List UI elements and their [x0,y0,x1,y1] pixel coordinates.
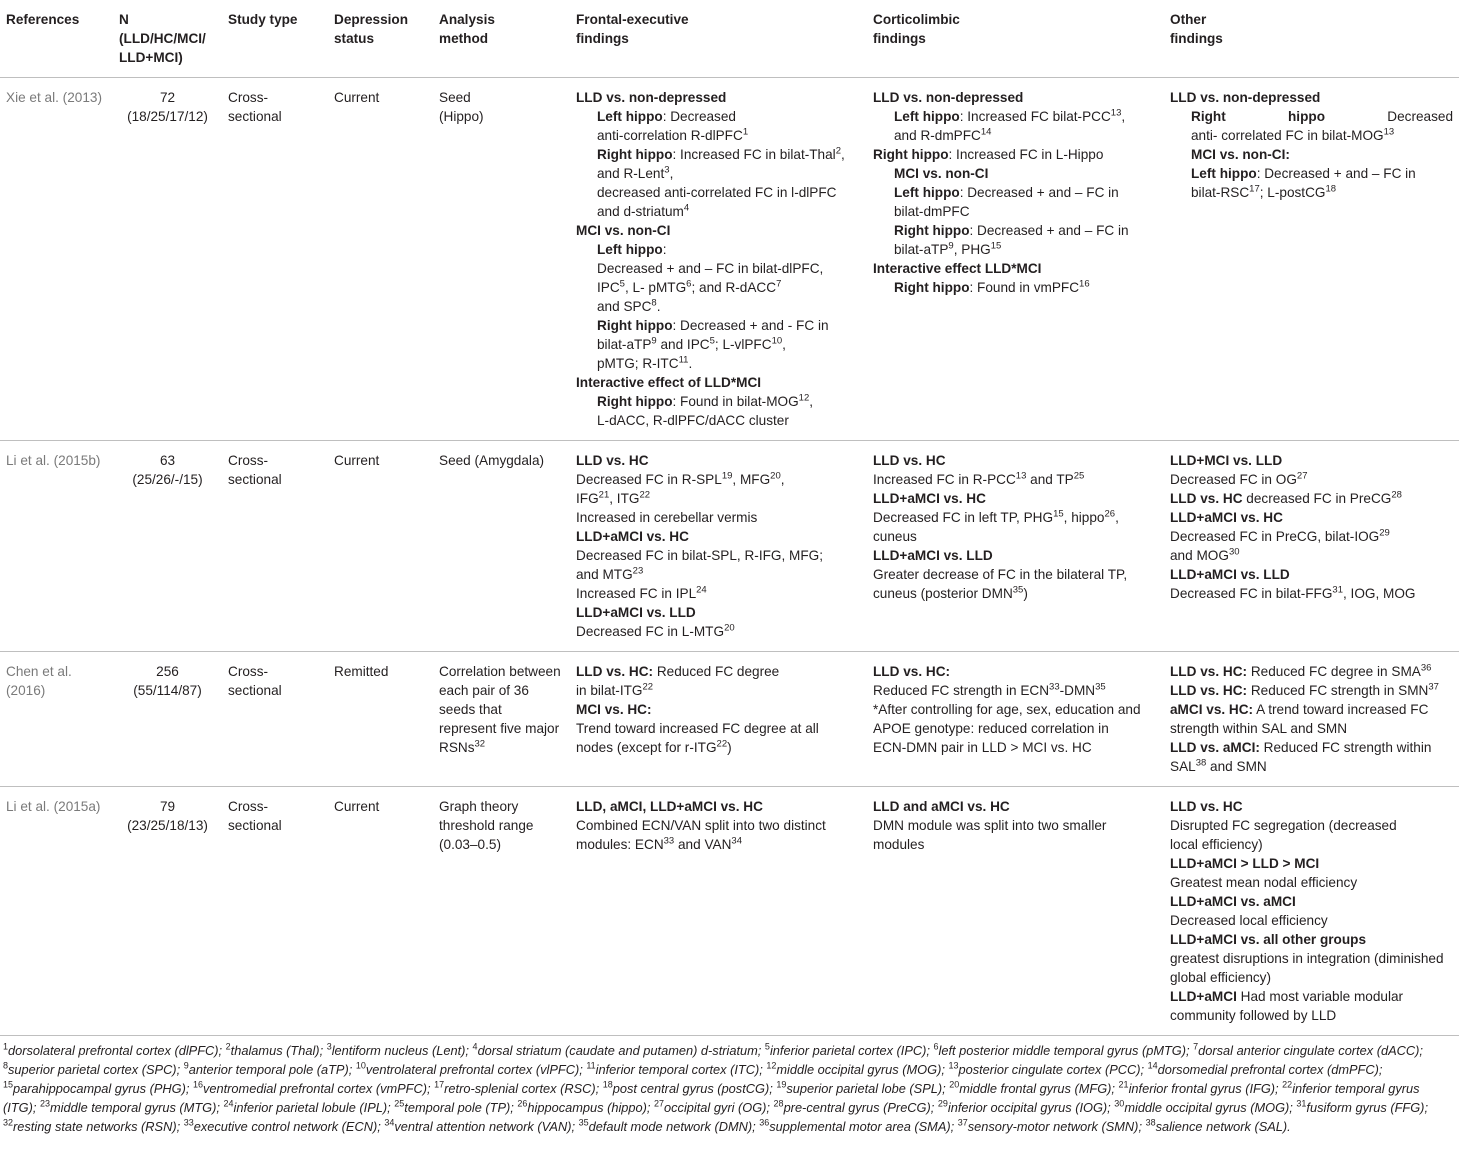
footnote-number: 34 [384,1117,395,1128]
n-cell: 72 (18/25/17/12) [113,78,222,441]
footnote-number: 15 [3,1079,14,1090]
footnote-text: supplemental motor area (SMA); [769,1119,958,1134]
footnote-number: 16 [192,1079,203,1090]
footnote-text: default mode network (DMN); [588,1119,760,1134]
footnote-number: 5 [764,1041,770,1052]
footnote-text: left posterior middle temporal gyrus (pMTG); [938,1043,1194,1058]
footnote-text: hippocampus (hippo); [527,1100,655,1115]
footnote-number: 8 [3,1060,9,1071]
footnote-number: 6 [933,1041,939,1052]
analysis-method-cell: Seed (Amygdala) [433,441,570,652]
footnote-text: thalamus (Thal); [230,1043,327,1058]
footnote-number: 21 [1118,1079,1129,1090]
footnote-text: inferior parietal lobule (IPL); [233,1100,395,1115]
n-cell: 63 (25/26/-/15) [113,441,222,652]
footnote-text: dorsal anterior cingulate cortex (dACC); [1198,1043,1423,1058]
footnote-text: inferior parietal cortex (IPC); [769,1043,934,1058]
footnote-text: parahippocampal gyrus (PHG); [13,1081,193,1096]
reference-cell: Chen et al. (2016) [0,652,113,787]
frontal-findings-cell: LLD, aMCI, LLD+aMCI vs. HC Combined ECN/VAN split into two distinct modules: ECN$^{33}$ and VAN$^{34}$ [570,787,867,1036]
footnote-text: resting state networks (RSN); [13,1119,184,1134]
footnote-text: inferior frontal gyrus (IFG); [1128,1081,1283,1096]
corticolimbic-findings-cell: LLD vs. HC: Reduced FC strength in ECN$^{33}$-DMN$^{35}$ *After controlling for age, sex, education and APOE genotype: reduced correlation in ECN-DMN pair in LLD > MCI vs. HC [867,652,1164,787]
table-row [0,78,1459,441]
footnote-text: superior parietal cortex (SPC); [8,1062,184,1077]
footnote-number: 12 [766,1060,777,1071]
footnote-number: 4 [472,1041,478,1052]
n-cell: 256 (55/114/87) [113,652,222,787]
footnote-number: 33 [183,1117,194,1128]
reference-cell: Li et al. (2015b) [0,441,113,652]
footnote-text: occipital gyri (OG); [664,1100,774,1115]
footnote-text: inferior occipital gyrus (IOG); [947,1100,1115,1115]
study-type-cell: Cross- sectional [222,441,328,652]
reference-cell: Li et al. (2015a) [0,787,113,1036]
frontal-findings-cell: LLD vs. HC Decreased FC in R-SPL$^{19}$, MFG$^{20}$, IFG$^{21}$, ITG$^{22}$ Increased in cerebellar vermis LLD+aMCI vs. HC Decreased FC in bilat-SPL, R-IFG, MFG; and MTG$^{23}$ Increased FC in IPL$^{24}$ LLD+aMCI vs. LLD Decreased FC in L-MTG$^{20}$ [570,441,867,652]
footnote-number: 29 [937,1098,948,1109]
header-references: References [0,0,113,78]
analysis-method-cell: Seed (Hippo) [433,78,570,441]
analysis-method-cell: Graph theory threshold range (0.03–0.5) [433,787,570,1036]
footnote-text: superior parietal lobe (SPL); [786,1081,950,1096]
footnote-number: 24 [223,1098,234,1109]
footnote-number: 18 [602,1079,613,1090]
footnote-number: 13 [948,1060,959,1071]
footnote-number: 26 [517,1098,528,1109]
header-corticolimbic-findings: Corticolimbic findings [867,0,1164,78]
footnote-number: 22 [1282,1079,1293,1090]
footnote-text: salience network (SAL). [1155,1119,1291,1134]
footnote-text: posterior cingulate cortex (PCC); [958,1062,1148,1077]
footnote-number: 11 [586,1060,596,1071]
reference-cell: Xie et al. (2013) [0,78,113,441]
footnote-number: 20 [949,1079,960,1090]
footnote-text: temporal pole (TP); [404,1100,518,1115]
footnotes [3,1041,1455,1136]
footnote-text: post central gyrus (postCG); [612,1081,777,1096]
footnote-number: 25 [394,1098,405,1109]
footnote-text: fusiform gyrus (FFG); [1306,1100,1428,1115]
header-other-findings: Other findings [1164,0,1459,78]
depression-status-cell: Current [328,787,433,1036]
analysis-method-cell: Correlation between each pair of 36 seeds that represent five major RSNs$^{32}$ [433,652,570,787]
footnote-number: 2 [225,1041,231,1052]
depression-status-cell: Remitted [328,652,433,787]
footnote-text: dorsal striatum (caudate and putamen) d-striatum; [477,1043,765,1058]
footnote-number: 28 [773,1098,784,1109]
footnote-text: anterior temporal pole (aTP); [188,1062,356,1077]
footnote-number: 9 [183,1060,189,1071]
footnote-number: 14 [1147,1060,1158,1071]
study-type-cell: Cross- sectional [222,787,328,1036]
depression-status-cell: Current [328,78,433,441]
footnote-text: dorsomedial prefrontal cortex (dmPFC); [1157,1062,1383,1077]
frontal-findings-cell: LLD vs. HC: Reduced FC degree in bilat-ITG$^{22}$ MCI vs. HC: Trend toward increased FC degree at all nodes (except for r-ITG$^{22}$) [570,652,867,787]
table-row [0,441,1459,652]
table-row [0,787,1459,1036]
corticolimbic-findings-cell: LLD and aMCI vs. HC DMN module was split into two smaller modules [867,787,1164,1036]
corticolimbic-findings-cell: LLD vs. non-depressed Left hippo: Increased FC bilat-PCC$^{13}$, and R-dmPFC$^{14}$ Right hippo: Increased FC in L-Hippo MCI vs. non-CI Left hippo: Decreased + and – FC in bilat-dmPFC Right hippo: Decreased + and – FC in bilat-aTP$^9$, PHG$^{15}$ Interactive effect LLD*MCI Right hippo: Found in vmPFC$^{16}$ [867,78,1164,441]
footnote-text: dorsolateral prefrontal cortex (dlPFC); [8,1043,226,1058]
footnote-text: ventral attention network (VAN); [394,1119,579,1134]
other-findings-cell: LLD vs. non-depressed Right hippo Decreased anti- correlated FC in bilat-MOG$^{13}$ MCI vs. non-CI: Left hippo: Decreased + and – FC in bilat-RSC$^{17}$; L-postCG$^{18}$ [1164,78,1459,441]
footnote-text: ventrolateral prefrontal cortex (vlPFC); [365,1062,587,1077]
footnote-number: 37 [957,1117,968,1128]
footnote-text: inferior temporal gyrus (ITG); [3,1081,1420,1115]
footnote-text: middle temporal gyrus (MTG); [49,1100,224,1115]
footnote-text: middle frontal gyrus (MFG); [959,1081,1119,1096]
study-type-cell: Cross- sectional [222,652,328,787]
footnote-text: sensory-motor network (SMN); [967,1119,1146,1134]
footnote-text: ventromedial prefrontal cortex (vmPFC); [202,1081,435,1096]
footnote-number: 3 [326,1041,332,1052]
footnote-number: 31 [1296,1098,1307,1109]
corticolimbic-findings-cell: LLD vs. HC Increased FC in R-PCC$^{13}$ and TP$^{25}$ LLD+aMCI vs. HC Decreased FC in left TP, PHG$^{15}$, hippo$^{26}$, cuneus LLD+aMCI vs. LLD Greater decrease of FC in the bilateral TP, cuneus (posterior DMN$^{35}$) [867,441,1164,652]
header-row [0,0,1459,78]
footnote-number: 1 [3,1041,9,1052]
footnote-text: middle occipital gyrus (MOG); [776,1062,949,1077]
other-findings-cell: LLD+MCI vs. LLD Decreased FC in OG$^{27}$ LLD vs. HC decreased FC in PreCG$^{28}$ LLD+aMCI vs. HC Decreased FC in PreCG, bilat-IOG$^{29}$ and MOG$^{30}$ LLD+aMCI vs. LLD Decreased FC in bilat-FFG$^{31}$, IOG, MOG [1164,441,1459,652]
footnote-number: 19 [776,1079,787,1090]
header-study-type: Study type [222,0,328,78]
study-type-cell: Cross- sectional [222,78,328,441]
header-frontal-findings: Frontal-executive findings [570,0,867,78]
header-depression-status: Depression status [328,0,433,78]
footnote-number: 36 [759,1117,770,1128]
footnote-number: 17 [434,1079,445,1090]
footnote-number: 38 [1145,1117,1156,1128]
footnote-number: 7 [1193,1041,1199,1052]
footnote-text: middle occipital gyrus (MOG); [1124,1100,1297,1115]
table-row [0,652,1459,787]
footnote-number: 27 [654,1098,665,1109]
footnote-number: 30 [1114,1098,1125,1109]
n-cell: 79 (23/25/18/13) [113,787,222,1036]
footnote-text: lentiform nucleus (Lent); [331,1043,473,1058]
footnote-number: 35 [578,1117,589,1128]
depression-status-cell: Current [328,441,433,652]
footnote-text: retro-splenial cortex (RSC); [444,1081,603,1096]
footnote-text: executive control network (ECN); [193,1119,385,1134]
other-findings-cell: LLD vs. HC Disrupted FC segregation (decreased local efficiency) LLD+aMCI > LLD > MCI Greatest mean nodal efficiency LLD+aMCI vs. aMCI Decreased local efficiency LLD+aMCI vs. all other groups greatest disruptions in integration (diminished global efficiency) LLD+aMCI Had most variable modular community followed by LLD [1164,787,1459,1036]
header-analysis-method: Analysis method [433,0,570,78]
other-findings-cell: LLD vs. HC: Reduced FC degree in SMA$^{36}$ LLD vs. HC: Reduced FC strength in SMN$^{37}$ aMCI vs. HC: A trend toward increased FC strength within SAL and SMN LLD vs. aMCI: Reduced FC strength within SAL$^{38}$ and SMN [1164,652,1459,787]
footnote-number: 10 [355,1060,366,1071]
footnote-text: inferior temporal cortex (ITC); [595,1062,767,1077]
frontal-findings-cell: LLD vs. non-depressed Left hippo: Decreased anti-correlation R-dlPFC$^1$ Right hippo: Increased FC in bilat-Thal$^2$, and R-Lent$^3$, decreased anti-correlated FC in l-dlPFC and d-striatum$^4$ MCI vs. non-CI Left hippo: Decreased + and – FC in bilat-dlPFC, IPC$^5$, L- pMTG$^6$; and R-dACC$^7$ and SPC$^8$. Right hippo: Decreased + and - FC in bilat-aTP$^9$ and IPC$^5$; L-vlPFC$^{10}$, pMTG; R-ITC$^{11}$. Interactive effect of LLD*MCI Right hippo: Found in bilat-MOG$^{12}$, L-dACC, R-dlPFC/dACC cluster [570,78,867,441]
header-n: N (LLD/HC/MCI/ LLD+MCI) [113,0,222,78]
footnote-number: 32 [3,1117,14,1128]
footnote-number: 23 [39,1098,50,1109]
footnote-text: pre-central gyrus (PreCG); [783,1100,938,1115]
